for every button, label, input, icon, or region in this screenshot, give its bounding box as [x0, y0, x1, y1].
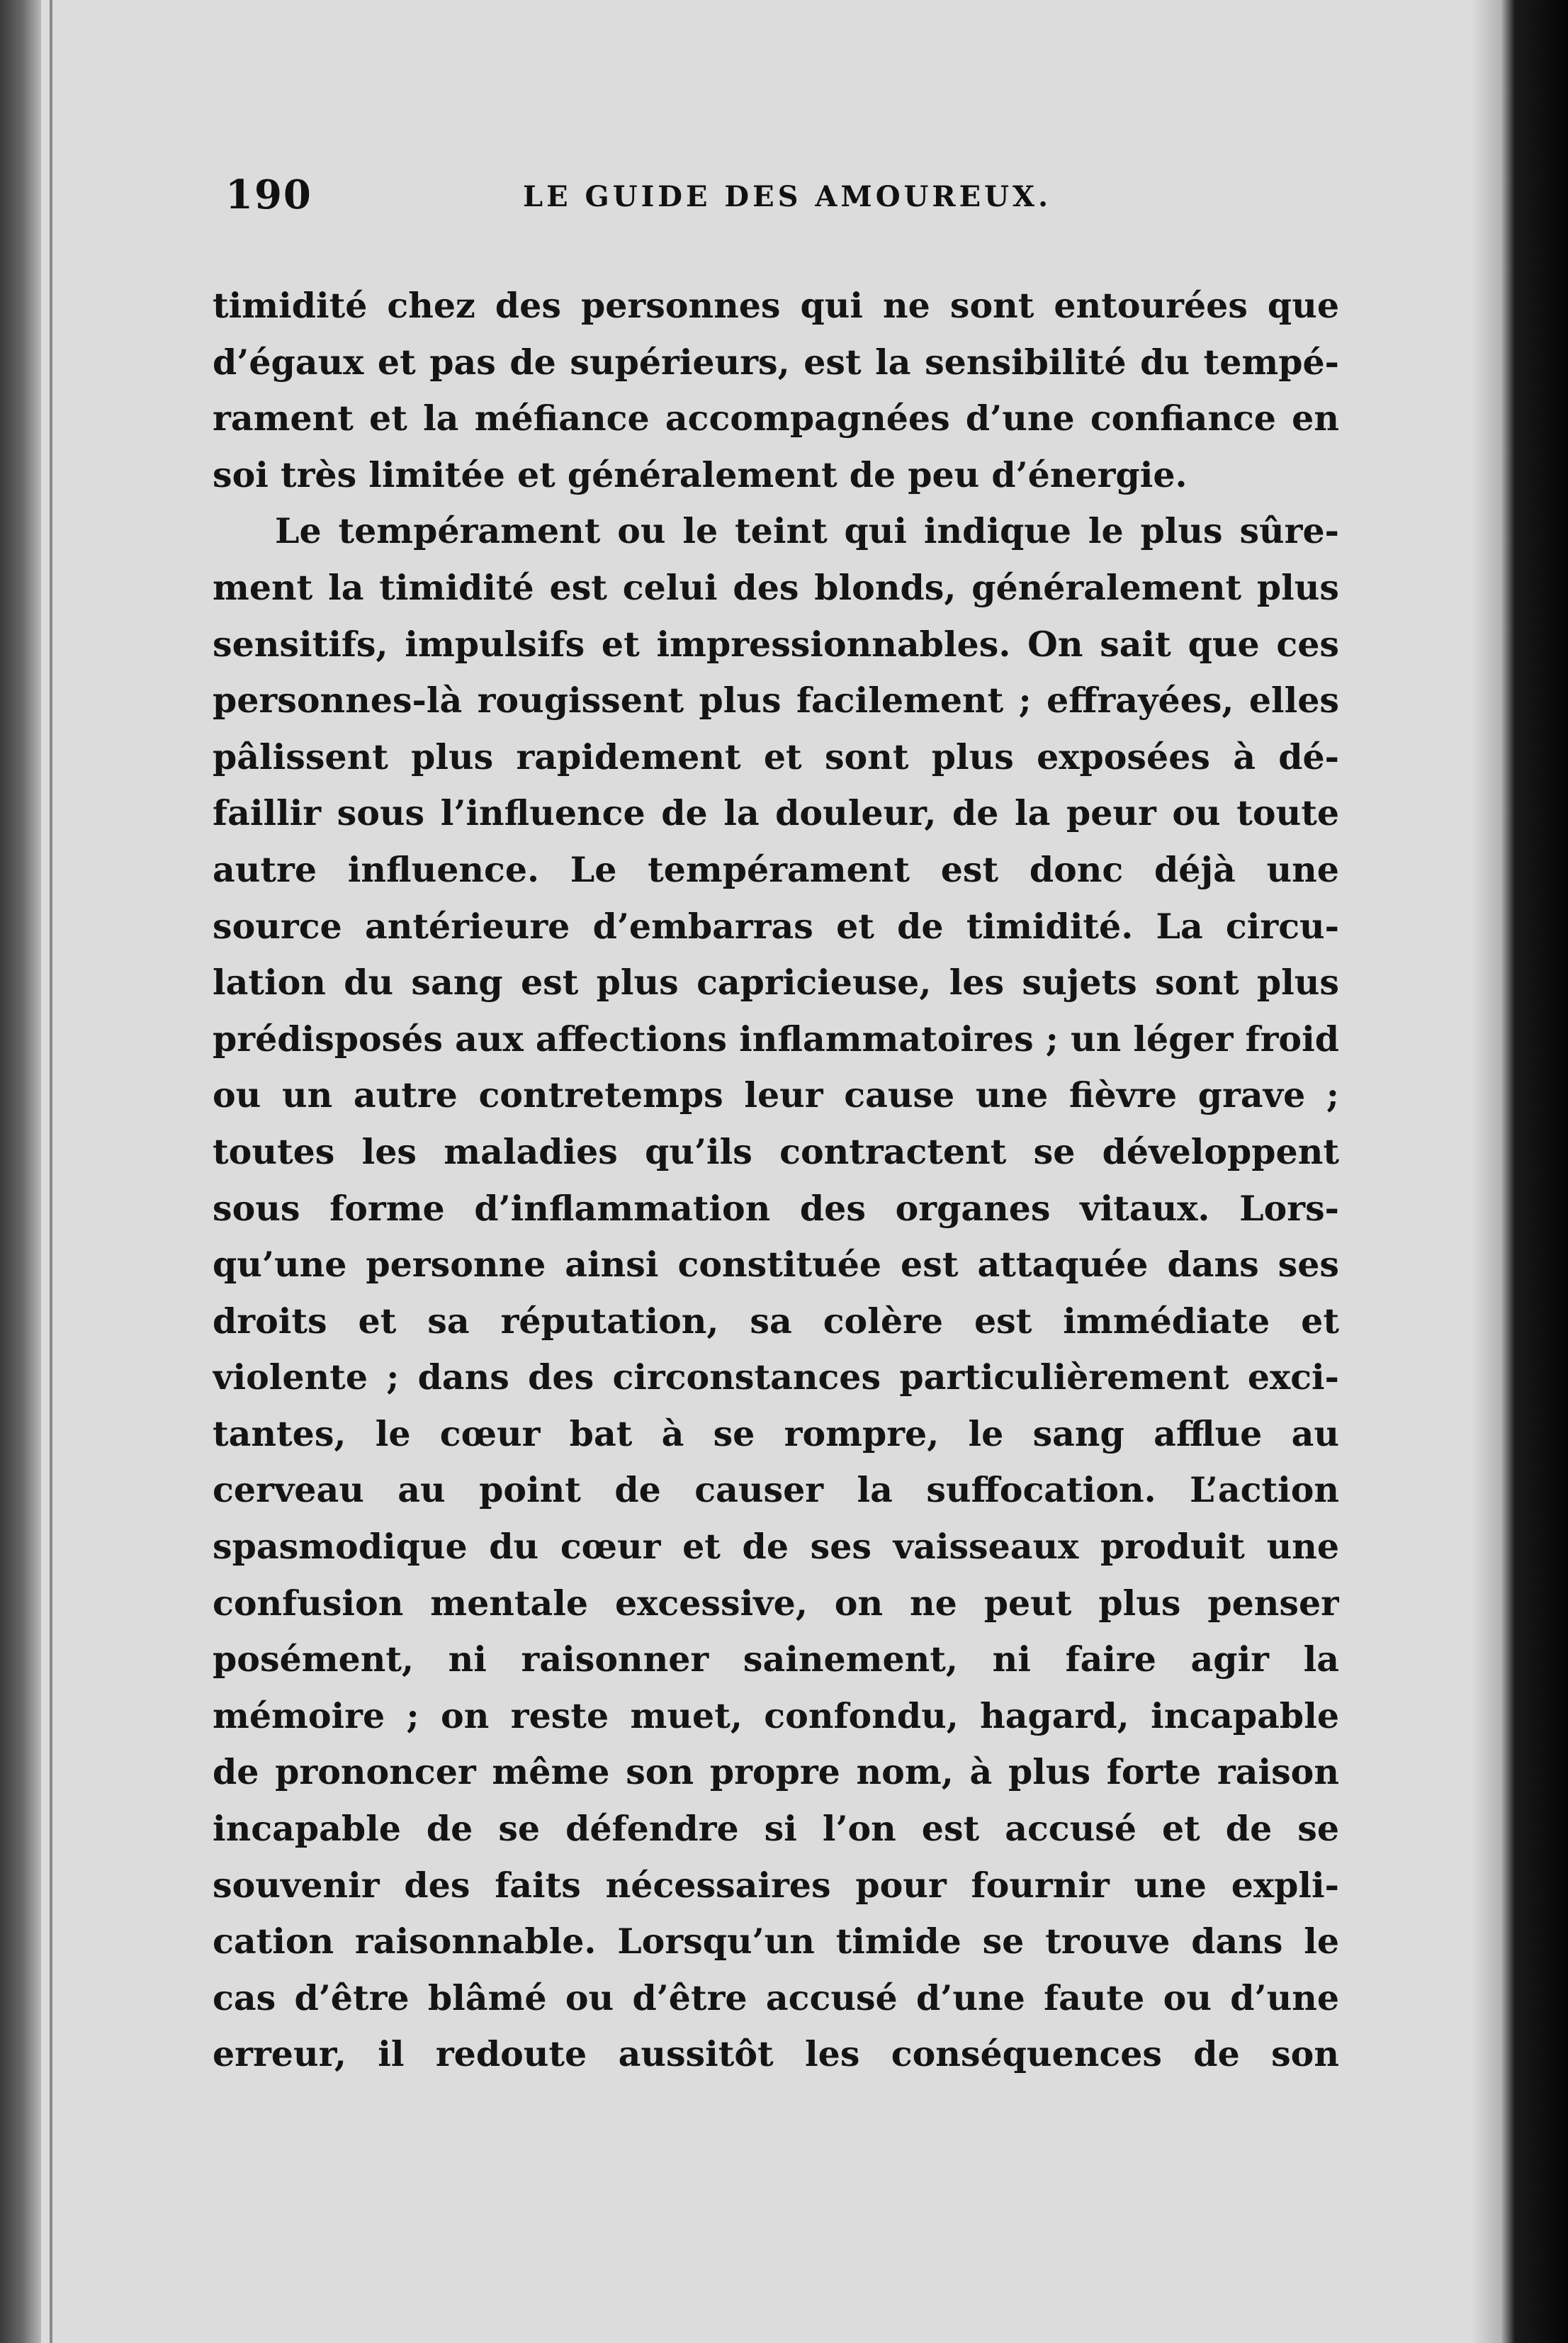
- page-edge-shadow: [1472, 0, 1500, 2343]
- text-line: cas d’être blâmé ou d’être accusé d’une faute ou d’une: [213, 1977, 1339, 2018]
- text-line: d’égaux et pas de supérieurs, est la sensibilité du tempé-: [213, 341, 1339, 383]
- paragraph-start-line: Le tempérament ou le teint qui indique le plus sûre-: [275, 510, 1339, 552]
- text-line: droits et sa réputation, sa colère est immédiate et: [213, 1300, 1339, 1342]
- text-line: sensitifs, impulsifs et impressionnables. On sait que ces: [213, 623, 1339, 665]
- text-line: faillir sous l’influence de la douleur, de la peur ou toute: [213, 792, 1339, 834]
- running-title: LE GUIDE DES AMOUREUX.: [523, 180, 1051, 213]
- text-line: souvenir des faits nécessaires pour fournir une expli-: [213, 1864, 1339, 1906]
- text-line: toutes les maladies qu’ils contractent se développent: [213, 1130, 1339, 1172]
- text-line: ment la timidité est celui des blonds, généralement plus: [213, 566, 1339, 608]
- text-line: posément, ni raisonner sainement, ni faire agir la: [213, 1639, 1339, 1680]
- text-line: timidité chez des personnes qui ne sont entourées que: [213, 285, 1339, 326]
- gutter-line: [50, 0, 52, 2343]
- text-line: personnes-là rougissent plus facilement ; effrayées, elles: [213, 680, 1339, 721]
- book-gutter-shadow: [0, 0, 41, 2343]
- text-line: ou un autre contretemps leur cause une fièvre grave ;: [213, 1074, 1339, 1116]
- text-line: prédisposés aux affections inflammatoires ; un léger froid: [213, 1018, 1339, 1060]
- text-line: autre influence. Le tempérament est donc déjà une: [213, 848, 1339, 890]
- text-line: sous forme d’inflammation des organes vitaux. Lors-: [213, 1187, 1339, 1229]
- page-number: 190: [225, 172, 312, 218]
- text-line: tantes, le cœur bat à se rompre, le sang afflue au: [213, 1412, 1339, 1454]
- text-line: incapable de se défendre si l’on est accusé et de se: [213, 1808, 1339, 1850]
- text-line: confusion mentale excessive, on ne peut plus penser: [213, 1582, 1339, 1624]
- text-line: de prononcer même son propre nom, à plus forte raison: [213, 1751, 1339, 1793]
- text-line: source antérieure d’embarras et de timidité. La circu-: [213, 905, 1339, 947]
- text-line: rament et la méfiance accompagnées d’une confiance en: [213, 398, 1339, 439]
- text-line: soi très limitée et généralement de peu d’énergie.: [213, 454, 1188, 495]
- body-text: [213, 278, 1339, 2083]
- text-line: erreur, il redoute aussitôt les conséquences de son: [213, 2033, 1339, 2075]
- page-header: [225, 172, 1331, 221]
- text-line: violente ; dans des circonstances particulièrement exci-: [213, 1356, 1339, 1398]
- text-line: mémoire ; on reste muet, confondu, hagard, incapable: [213, 1695, 1339, 1736]
- text-line: pâlissent plus rapidement et sont plus exposées à dé-: [213, 736, 1339, 777]
- text-line: cation raisonnable. Lorsqu’un timide se trouve dans le: [213, 1921, 1339, 1962]
- text-line: cerveau au point de causer la suffocation. L’action: [213, 1469, 1339, 1511]
- text-line: spasmodique du cœur et de ses vaisseaux produit une: [213, 1526, 1339, 1568]
- book-edge-band: [1500, 0, 1568, 2343]
- text-line: qu’une personne ainsi constituée est attaquée dans ses: [213, 1244, 1339, 1286]
- text-line: lation du sang est plus capricieuse, les sujets sont plus: [213, 962, 1339, 1004]
